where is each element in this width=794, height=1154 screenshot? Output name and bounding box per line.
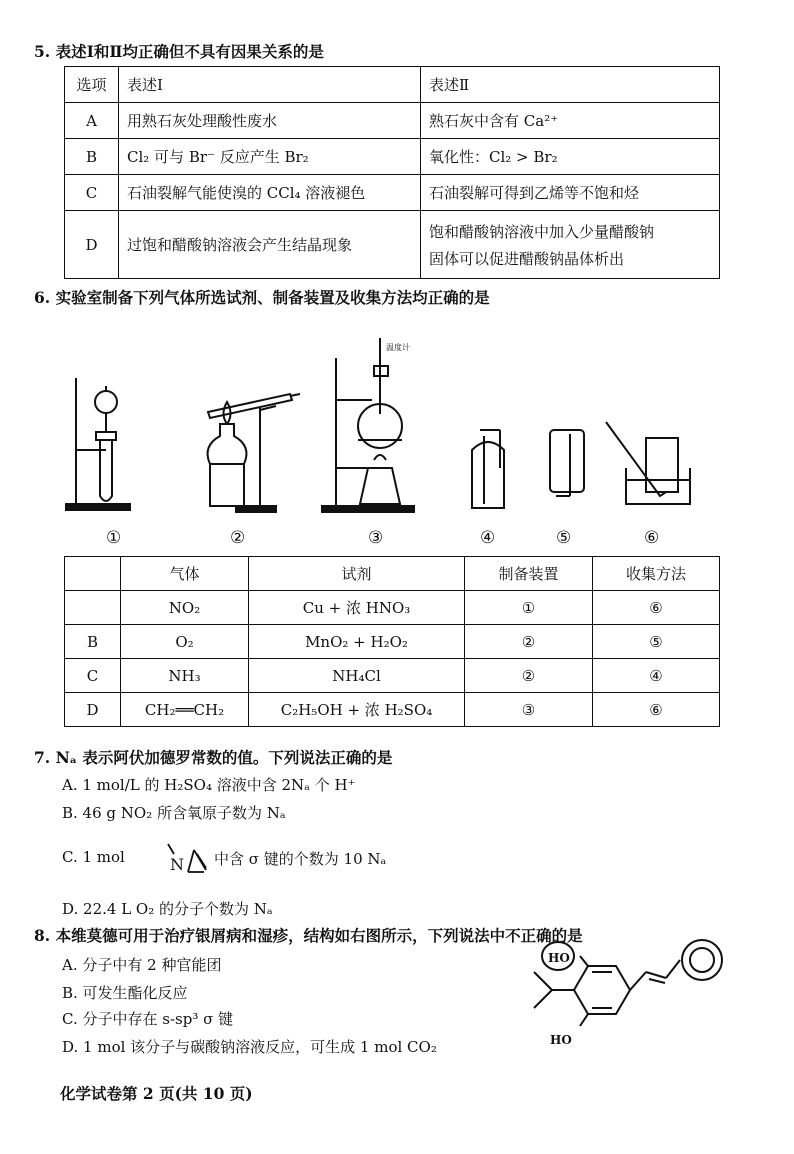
q5-cell: Cl₂ 可与 Br⁻ 反应产生 Br₂: [119, 139, 421, 175]
apparatus-label-2: ②: [230, 528, 246, 548]
table-row: [65, 591, 720, 625]
apparatus-label-4: ④: [480, 528, 496, 548]
q6-cell: NO₂: [121, 591, 249, 625]
q6-cell: ⑥: [593, 591, 720, 625]
q5-cell: 氧化性：Cl₂ > Br₂: [421, 139, 720, 175]
q6-header-collect: 收集方法: [593, 557, 720, 591]
q6-cell: ①: [465, 591, 593, 625]
q5-table: [64, 66, 720, 279]
apparatus-6-icon: [606, 422, 690, 504]
q8-stem: 8. 本维莫德可用于治疗银屑病和湿疹，结构如右图所示，下列说法中不正确的是: [34, 926, 583, 945]
table-row: [65, 625, 720, 659]
q5-cell: 石油裂解气能使溴的 CCl₄ 溶液褪色: [119, 175, 421, 211]
q6-stem: 6. 实验室制备下列气体所选试剂、制备装置及收集方法均正确的是: [34, 288, 490, 307]
q7-option-c: C. 1 mol: [62, 848, 125, 866]
q6-cell: ②: [465, 659, 593, 693]
q5-header-stmt2: 表述Ⅱ: [421, 67, 720, 103]
q8-option-b: B. 可发生酯化反应: [62, 984, 188, 1002]
benvitimod-structure-icon: [520, 932, 740, 1056]
q5-header-option: 选项: [65, 67, 119, 103]
q6-cell: C₂H₅OH + 浓 H₂SO₄: [249, 693, 465, 727]
q5-cell: 过饱和醋酸钠溶液会产生结晶现象: [119, 211, 421, 279]
q5-cell-multiline: [421, 211, 720, 279]
q6-cell: Cu + 浓 HNO₃: [249, 591, 465, 625]
q7-option-a: A. 1 mol/L 的 H₂SO₄ 溶液中含 2Nₐ 个 H⁺: [62, 776, 356, 794]
q6-header: [65, 557, 121, 591]
q5-cell: A: [65, 103, 119, 139]
q6-header-gas: 气体: [121, 557, 249, 591]
q5-cell: C: [65, 175, 119, 211]
table-row: [65, 103, 720, 139]
q6-cell: D: [65, 693, 121, 727]
apparatus-3-icon: [322, 338, 414, 512]
q5-cell: D: [65, 211, 119, 279]
page-footer: 化学试卷第 2 页(共 10 页): [60, 1084, 253, 1103]
q5-cell: 石油裂解可得到乙烯等不饱和烃: [421, 175, 720, 211]
table-row: [65, 557, 720, 591]
apparatus-label-1: ①: [106, 528, 122, 548]
apparatus-5-icon: [550, 430, 584, 496]
q8-option-a: A. 分子中有 2 种官能团: [62, 956, 222, 974]
q5-cell: 用熟石灰处理酸性废水: [119, 103, 421, 139]
q6-cell: B: [65, 625, 121, 659]
q8-option-c: C. 分子中存在 s-sp³ σ 键: [62, 1010, 234, 1028]
q6-cell: ④: [593, 659, 720, 693]
q6-header-reagent: 试剂: [249, 557, 465, 591]
q6-cell: ⑤: [593, 625, 720, 659]
q6-cell: C: [65, 659, 121, 693]
q7-option-c-tail: 中含 σ 键的个数为 10 Nₐ: [214, 850, 387, 868]
q5-header-stmt1: 表述Ⅰ: [119, 67, 421, 103]
q6-cell: [65, 591, 121, 625]
table-row: [65, 659, 720, 693]
apparatus-2-icon: [208, 394, 300, 512]
q7-option-b: B. 46 g NO₂ 所含氧原子数为 Nₐ: [62, 804, 286, 822]
apparatus-label-3: ③: [368, 528, 384, 548]
q6-cell: MnO₂ + H₂O₂: [249, 625, 465, 659]
table-row: [65, 693, 720, 727]
nitrogen-atom-label: N: [170, 855, 184, 874]
hydroxyl-top-label: HO: [548, 951, 570, 965]
q5-stem: 5. 表述Ⅰ和Ⅱ均正确但不具有因果关系的是: [34, 42, 324, 61]
q5-cell: B: [65, 139, 119, 175]
apparatus-4-icon: [472, 430, 504, 508]
q7-stem: 7. Nₐ 表示阿伏加德罗常数的值。下列说法正确的是: [34, 748, 393, 767]
q8-option-d: D. 1 mol 该分子与碳酸钠溶液反应，可生成 1 mol CO₂: [62, 1038, 437, 1056]
q6-header-device: 制备装置: [465, 557, 593, 591]
pyrrole-ring-icon: [166, 840, 210, 884]
apparatus-label-5: ⑤: [556, 528, 572, 548]
table-row: [65, 211, 720, 279]
table-row: [65, 175, 720, 211]
hydroxyl-bottom-label: HO: [550, 1033, 572, 1047]
q7-option-d: D. 22.4 L O₂ 的分子个数为 Nₐ: [62, 900, 273, 918]
thermometer-label: 温度计: [386, 343, 410, 352]
q6-table: [64, 556, 720, 727]
q5-cell: 熟石灰中含有 Ca²⁺: [421, 103, 720, 139]
table-row: [65, 139, 720, 175]
q5-cell-line: 饱和醋酸钠溶液中加入少量醋酸钠: [429, 222, 655, 241]
apparatus-figure: [60, 318, 740, 523]
table-row: [65, 67, 720, 103]
q6-cell: NH₄Cl: [249, 659, 465, 693]
q6-cell: ⑥: [593, 693, 720, 727]
q6-cell: O₂: [121, 625, 249, 659]
apparatus-label-6: ⑥: [644, 528, 660, 548]
q6-cell: CH₂══CH₂: [121, 693, 249, 727]
q6-cell: ③: [465, 693, 593, 727]
q6-cell: ②: [465, 625, 593, 659]
q5-cell-line: 固体可以促进醋酸钠晶体析出: [429, 249, 625, 268]
apparatus-1-icon: [66, 378, 130, 510]
q6-cell: NH₃: [121, 659, 249, 693]
